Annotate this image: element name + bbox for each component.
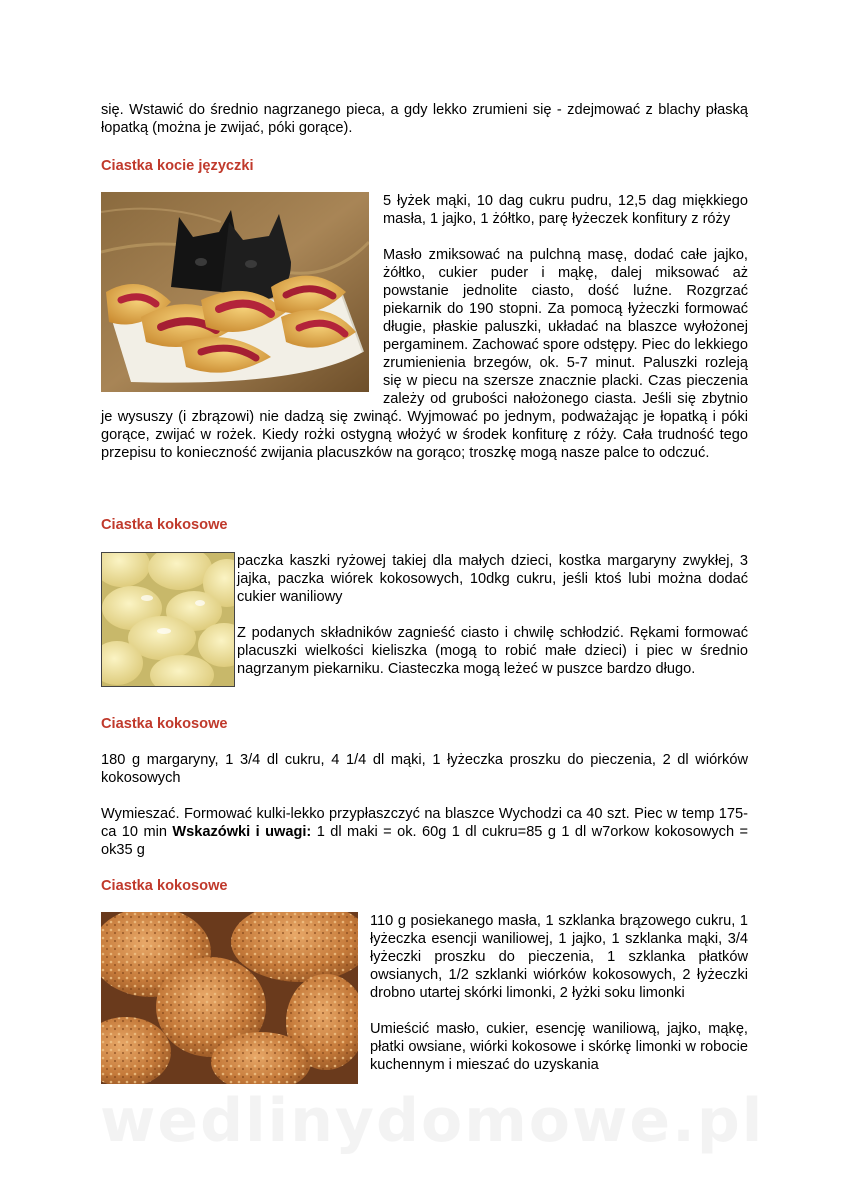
recipe-ingredients: 110 g posiekanego masła, 1 szklanka brązowego cukru, 1 łyżeczka esencji waniliowej, 1 jajko, 1 szklanka mąki, 3/4 łyżeczki proszku do pieczenia, 1 szklanka płatków owsianych, 1/2 szklanki wiórków kokosowych, 2 łyżeczki drobno utartej skórki limonki, 2 łyżki soku limonki [370,913,748,1001]
oat-coconut-cookies-photo [101,912,358,1084]
recipe-title: Ciastka kocie języczki [101,158,254,174]
method-text: Wymieszać. Formować kulki-lekko przypłaszczyć na blaszce Wychodzi ca 40 szt. Piec w temp 175- ca 10 min [101,806,748,840]
site-watermark: wedlinydomowe.pl [100,1086,765,1156]
recipe-title: Ciastka kokosowe [101,517,228,533]
recipe-title: Ciastka kokosowe [101,878,228,894]
recipe-ingredients: 180 g margaryny, 1 3/4 dl cukru, 4 1/4 dl mąki, 1 łyżeczka proszku do pieczenia, 2 dl wiórków kokosowych [101,752,748,786]
recipe-ingredients: paczka kaszki ryżowej takiej dla małych dzieci, kostka margaryny zwykłej, 3 jajka, paczka wiórek kokosowych, 10dkg cukru, jeśli ktoś lubi można dodać cukier waniliowy [237,553,748,605]
recipe-body [101,192,748,462]
cat-tongue-cookies-photo [101,192,369,392]
intro-paragraph: się. Wstawić do średnio nagrzanego pieca, a gdy lekko zrumieni się - zdejmować z blachy płaską łopatką (można je zwijać, póki gorące). [101,102,748,136]
tips-label: Wskazówki i uwagi: [172,824,312,840]
recipe-body [101,552,748,689]
recipe-method: Umieścić masło, cukier, esencję waniliową, jajko, mąkę, płatki owsiane, wiórki kokosowe i skórkę limonki w robocie kuchennym i mieszać do uzyskania [370,1021,748,1073]
recipe-method [101,805,748,859]
coconut-cookies-photo [101,552,235,687]
recipe-ingredients: 5 łyżek mąki, 10 dag cukru pudru, 12,5 dag miękkiego masła, 1 jajko, 1 żółtko, parę łyżeczek konfitury z róży [383,193,748,227]
recipe-title: Ciastka kokosowe [101,716,228,732]
recipe-method: Masło zmiksować na pulchną masę, dodać całe jajko, żółtko, cukier puder i mąkę, dalej miksować aż powstanie jednolite ciasto, dość luźne. Rozgrzać piekarnik do 190 stopni. Za pomocą łyżeczki formować długie, płaskie paluszki, układać na blaszce wyłożonej pergaminem. Zachować spore odstępy. Piec do lekkiego zrumienienia brzegów, ok. 5-7 minut. Paluszki rozleją się w piecu na szersze znacznie placki. Czas pieczenia zależy od grubości nałożonego ciasta. Jeśli się zbytnio je wysuszy (i zbrązowi) nie dadzą się zwinąć. Wyjmować po jednym, podważając je łopatką i póki gorące, zwijać w rożek. Kiedy rożki ostygną włożyć w środek konfiturę z róży. Cała trudność tego przepisu to konieczność zwijania placuszków na gorąco; troszkę mogą nasze palce to odczuć. [101,247,748,461]
tips-text: 1 dl maki = ok. 60g 1 dl cukru=85 g 1 dl w7orkow kokosowych = ok35 g [101,824,748,858]
recipe-body [101,912,748,1086]
recipe-method: Z podanych składników zagnieść ciasto i chwilę schłodzić. Rękami formować placuszki wielkości kieliszka (mogą to robić małe dzieci) i piec w średnio nagrzanym piekarniku. Ciasteczka mogą leżeć w puszce bardzo długo. [237,625,748,677]
